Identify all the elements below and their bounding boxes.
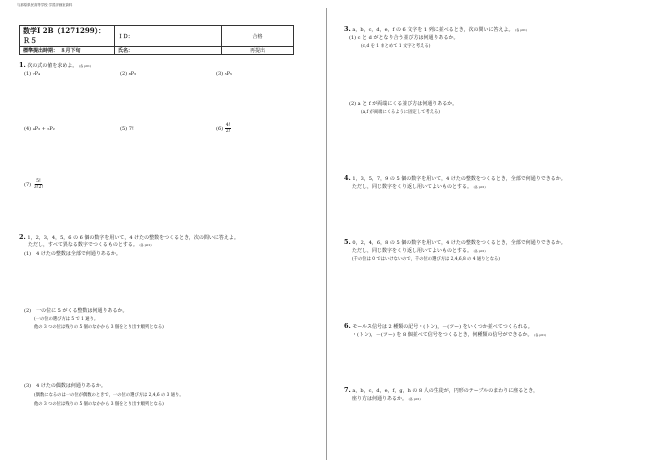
q1-item-2: [120, 71, 136, 78]
q1-item-6-numerator: 4!: [225, 123, 231, 128]
question-3: [344, 26, 527, 34]
q1-item-5: [120, 126, 134, 133]
question-4-number: 4.: [344, 174, 351, 182]
question-2-line-2-row: [28, 242, 152, 249]
question-5-line-2: ただし，同じ数字をくり返し用いてよいものとする。: [352, 248, 473, 254]
question-3-text: a，b，c，d，e，f の 6 文字を 1 列に並べるとき，次の問いに答えよ。: [352, 27, 514, 33]
question-5-note: (千の位は 0 ではいけないので，千の位の選び方は 2,4,6,8 の 4 通りとなる): [352, 257, 500, 262]
question-2-number: 2.: [19, 233, 26, 241]
column-divider: [326, 8, 327, 460]
question-7-number: 7.: [344, 386, 351, 394]
q3-sub-2: (2) a と f が両端にくる並び方は何通りあるか。: [349, 101, 458, 107]
q1-item-4: [24, 126, 55, 133]
q1-item-4-expr: ₄P₃ + ₅P₂: [32, 126, 55, 132]
q1-item-5-expr: 7!: [128, 126, 134, 132]
q1-item-5-label: (5): [120, 126, 128, 132]
q1-item-1-expr: ₇P₄: [32, 71, 41, 77]
question-5-line-1: 0，2，4，6，8 の 5 個の数字を用いて，4 けたの整数をつくるとき，全部で何通りできるか。: [352, 240, 566, 246]
resubmit-label: 再提出: [249, 48, 265, 54]
question-1: [19, 62, 91, 70]
question-3-points: (各 p01): [515, 28, 528, 32]
id-label: ＩＤ：: [118, 33, 134, 40]
question-4-line-1: 1，3，5，7，9 の 5 個の数字を用いて，4 けたの整数をつくるとき，全部で何通りできるか。: [352, 176, 566, 182]
pass-cell: [222, 26, 294, 47]
question-6-points: (各 p01): [534, 333, 547, 337]
question-5-line-2-row: [352, 248, 486, 255]
deadline-cell: [20, 47, 115, 55]
question-5-points: (各 p01): [473, 249, 486, 253]
question-6: [344, 323, 533, 331]
question-5: [344, 239, 566, 247]
q1-item-7-numerator: 5!: [36, 179, 41, 184]
q1-item-6: [216, 123, 231, 134]
subject-title: 数学Ⅰ 2B（1271299）：Ｒ５: [23, 26, 106, 45]
question-1-number: 1.: [19, 61, 26, 69]
pass-label: 合格: [252, 33, 263, 40]
q3-sub-1-note: (c,d を 1 まとめて 1 文字と考える): [361, 44, 431, 49]
question-4-line-2-row: [352, 184, 486, 191]
question-7-line-1: a，b，c，d，e，f，g，h の 8 人の生徒が，円形のテーブルのまわりに座るとき，: [352, 388, 539, 394]
q1-item-6-fraction: [225, 123, 232, 134]
question-4: [344, 175, 566, 183]
q1-item-7-fraction: [33, 179, 45, 190]
question-7-line-2-row: [352, 396, 421, 403]
q2-sub-2-note-2: 他の 3 つの位は残りの 5 個のなかから 3 個をとり出す順列となる): [34, 325, 164, 330]
id-cell: [115, 26, 222, 47]
q2-sub-1: (1) 4 けたの整数は全部で何通りあるか。: [24, 251, 121, 257]
name-label: 氏名：: [118, 48, 134, 54]
q1-item-3-label: (3): [216, 71, 224, 77]
resubmit-cell: [222, 47, 294, 55]
q2-sub-3-note-1: (偶数になるのは一の位が偶数のときで，一の位の選び方は 2,4,6 の 3 通り。: [34, 393, 184, 398]
question-7: [344, 387, 538, 395]
name-cell: [115, 47, 222, 55]
q1-item-2-expr: ₈P₃: [128, 71, 137, 77]
question-2-points: (各 p01): [139, 243, 152, 247]
question-1-points: (各 p01): [79, 64, 92, 68]
question-5-number: 5.: [344, 238, 351, 246]
deadline-label: 標準提出時期：: [23, 48, 56, 54]
q1-item-4-label: (4): [24, 126, 32, 132]
header-table: [19, 25, 294, 55]
question-3-number: 3.: [344, 25, 351, 33]
q1-item-3-expr: ₅P₅: [224, 71, 233, 77]
q1-item-7-denominator: 3!2!: [33, 185, 44, 190]
question-1-text: 次の式の値を求めよ。: [27, 63, 78, 69]
question-6-line-1: モールス信号は 2 種類の記号・(トン)，－(ツー) をいくつか並べてつくられる。: [352, 324, 533, 330]
q1-item-7-label: (7): [24, 182, 32, 188]
question-6-line-2: ・(トン)，－(ツー) を 8 個並べて信号をつくるとき，何種類の信号ができるか。: [352, 332, 533, 338]
q1-item-3: [216, 71, 232, 78]
q3-sub-1: (1) c と d がとなり合う並び方は何通りあるか。: [349, 35, 459, 41]
question-2-line-1: 1，2，3，4，5，6 の 6 個の数字を用いて，4 けたの整数をつくるとき，次の問いに答えよ。: [27, 235, 239, 241]
q3-sub-2-note: (a,f が両端にくるように固定して考える): [361, 110, 440, 115]
question-2-line-2: ただし，すべて異なる数字でつくるものとする。: [28, 242, 138, 248]
q1-item-1: [24, 71, 40, 78]
question-7-points: (各 p01): [408, 397, 421, 401]
q2-sub-3: (3) 4 けたの偶数は何通りあるか。: [24, 383, 106, 389]
q1-item-2-label: (2): [120, 71, 128, 77]
subject-cell: [20, 26, 115, 47]
school-header: 与那原県民高等学校 学習評価室資料: [17, 3, 73, 7]
q2-sub-3-note-2: 他の 3 つの位は残りの 5 個のなかから 3 個をとり出す順列となる): [34, 402, 164, 407]
q1-item-6-label: (6): [216, 126, 224, 132]
question-4-points: (各 p01): [473, 185, 486, 189]
question-6-number: 6.: [344, 322, 351, 330]
question-2: [19, 234, 239, 242]
q1-item-6-denominator: 2!: [225, 129, 231, 134]
q1-item-1-label: (1): [24, 71, 32, 77]
question-4-line-2: ただし，同じ数字をくり返し用いてよいものとする。: [352, 184, 473, 190]
q2-sub-2: (2) 一の位に 5 がくる整数は何通りあるか。: [24, 308, 128, 314]
q2-sub-2-note-1: (一の位の選び方は 5 で 1 通り。: [34, 317, 99, 322]
question-6-line-2-row: [352, 332, 546, 339]
question-7-line-2: 座り方は何通りあるか。: [352, 396, 408, 402]
deadline-value: ８月下旬: [60, 48, 81, 54]
q1-item-7: [24, 179, 44, 190]
